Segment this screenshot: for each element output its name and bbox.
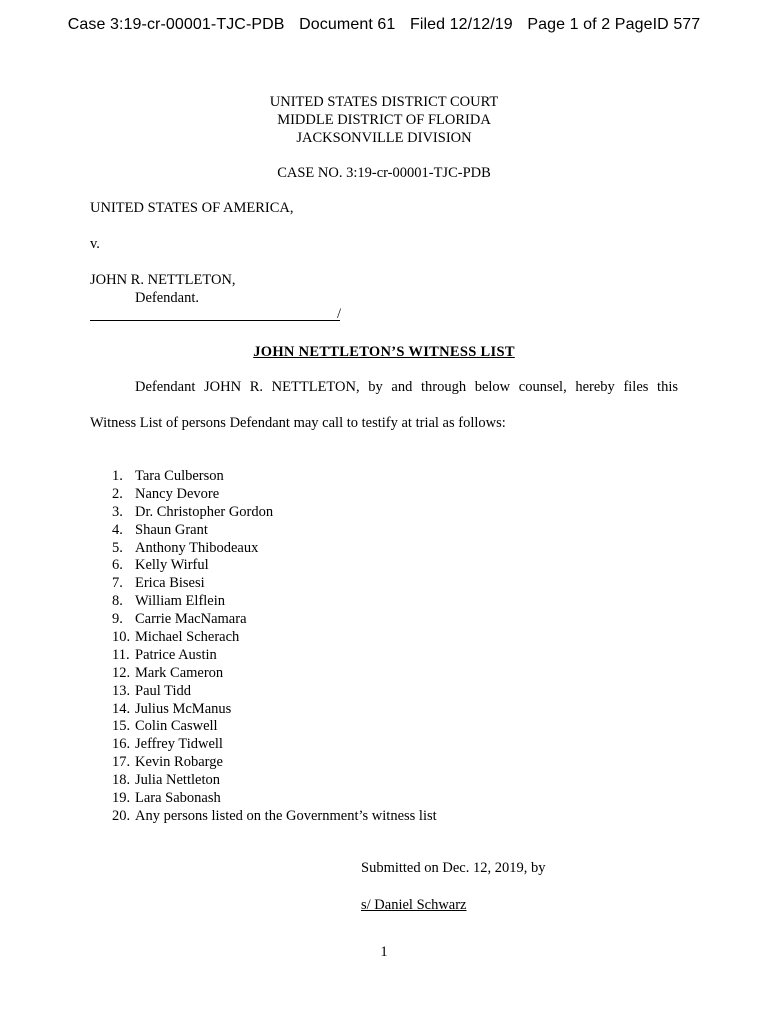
list-item bbox=[90, 808, 437, 826]
list-item bbox=[90, 575, 437, 593]
caption-slash: / bbox=[337, 306, 342, 322]
list-item-number: 10. bbox=[112, 629, 131, 646]
witness-name: Kelly Wirful bbox=[135, 557, 209, 574]
body-paragraph-line-1: Defendant JOHN R. NETTLETON, by and through below counsel, hereby files this bbox=[135, 379, 678, 395]
witness-name: Julia Nettleton bbox=[135, 772, 220, 789]
list-item-number: 16. bbox=[112, 736, 131, 753]
versus-label: v. bbox=[90, 236, 100, 252]
witness-name: Anthony Thibodeaux bbox=[135, 539, 259, 556]
list-item-number: 3. bbox=[112, 503, 123, 520]
witness-name: Michael Scherach bbox=[135, 629, 240, 646]
body-paragraph-line-2: Witness List of persons Defendant may call to testify at trial as follows: bbox=[90, 415, 506, 431]
list-item bbox=[90, 522, 437, 540]
witness-list bbox=[90, 468, 437, 826]
list-item-number: 12. bbox=[112, 664, 131, 681]
list-item bbox=[90, 468, 437, 486]
list-item-number: 8. bbox=[112, 593, 123, 610]
list-item bbox=[90, 683, 437, 701]
list-item bbox=[90, 540, 437, 558]
filing-stamp-header bbox=[0, 16, 768, 34]
list-item bbox=[90, 772, 437, 790]
document-title bbox=[0, 344, 768, 361]
witness-name: Any persons listed on the Government’s witness list bbox=[135, 807, 437, 824]
court-caption bbox=[0, 93, 768, 147]
list-item bbox=[90, 754, 437, 772]
witness-name: Jeffrey Tidwell bbox=[135, 736, 223, 753]
list-item-number: 13. bbox=[112, 682, 131, 699]
stamp-case-number: Case 3:19-cr-00001-TJC-PDB bbox=[67, 16, 285, 33]
list-item bbox=[90, 504, 437, 522]
list-item-number: 9. bbox=[112, 611, 123, 628]
document-title-text: JOHN NETTLETON’S WITNESS LIST bbox=[253, 344, 515, 360]
witness-name: Carrie MacNamara bbox=[135, 611, 247, 628]
list-item-number: 6. bbox=[112, 557, 123, 574]
list-item bbox=[90, 557, 437, 575]
witness-name: Dr. Christopher Gordon bbox=[135, 503, 274, 520]
list-item bbox=[90, 629, 437, 647]
page-number: 1 bbox=[380, 944, 388, 960]
witness-name: Kevin Robarge bbox=[135, 754, 223, 771]
list-item-number: 11. bbox=[112, 646, 130, 663]
list-item-number: 20. bbox=[112, 807, 131, 824]
list-item-number: 18. bbox=[112, 772, 131, 789]
witness-name: Tara Culberson bbox=[135, 468, 224, 484]
court-name: UNITED STATES DISTRICT COURT bbox=[269, 94, 499, 110]
list-item-number: 1. bbox=[112, 468, 123, 484]
list-item bbox=[90, 593, 437, 611]
list-item bbox=[90, 486, 437, 504]
case-number: CASE NO. 3:19-cr-00001-TJC-PDB bbox=[277, 165, 491, 181]
stamp-document-number: Document 61 bbox=[299, 16, 396, 33]
list-item-number: 17. bbox=[112, 754, 131, 771]
list-item bbox=[90, 701, 437, 719]
stamp-page-info: Page 1 of 2 PageID 577 bbox=[527, 16, 701, 33]
witness-name: Erica Bisesi bbox=[135, 575, 205, 592]
witness-name: Mark Cameron bbox=[135, 664, 224, 681]
list-item-number: 7. bbox=[112, 575, 123, 592]
list-item bbox=[90, 611, 437, 629]
list-item-number: 5. bbox=[112, 539, 123, 556]
witness-name: Colin Caswell bbox=[135, 718, 218, 735]
court-division: JACKSONVILLE DIVISION bbox=[296, 130, 472, 146]
list-item bbox=[90, 790, 437, 808]
list-item-number: 2. bbox=[112, 485, 123, 502]
list-item-number: 4. bbox=[112, 521, 123, 538]
list-item-number: 14. bbox=[112, 700, 131, 717]
witness-name: Julius McManus bbox=[135, 700, 232, 717]
witness-name: Paul Tidd bbox=[135, 682, 192, 699]
witness-name: Lara Sabonash bbox=[135, 790, 221, 807]
witness-name: William Elflein bbox=[135, 593, 226, 610]
witness-name: Shaun Grant bbox=[135, 521, 208, 538]
list-item bbox=[90, 736, 437, 754]
plaintiff-name: UNITED STATES OF AMERICA, bbox=[90, 200, 294, 216]
list-item-number: 15. bbox=[112, 718, 131, 735]
witness-name: Nancy Devore bbox=[135, 485, 220, 502]
list-item bbox=[90, 718, 437, 736]
caption-divider-line bbox=[90, 320, 340, 321]
signature: s/ Daniel Schwarz bbox=[361, 897, 467, 913]
witness-name: Patrice Austin bbox=[135, 646, 217, 663]
defendant-label: Defendant. bbox=[135, 290, 200, 306]
stamp-filed-date: Filed 12/12/19 bbox=[409, 16, 513, 33]
submitted-date: Submitted on Dec. 12, 2019, by bbox=[361, 860, 546, 876]
list-item bbox=[90, 647, 437, 665]
list-item bbox=[90, 665, 437, 683]
list-item-number: 19. bbox=[112, 790, 131, 807]
court-district: MIDDLE DISTRICT OF FLORIDA bbox=[277, 112, 491, 128]
defendant-name: JOHN R. NETTLETON, bbox=[90, 272, 236, 288]
